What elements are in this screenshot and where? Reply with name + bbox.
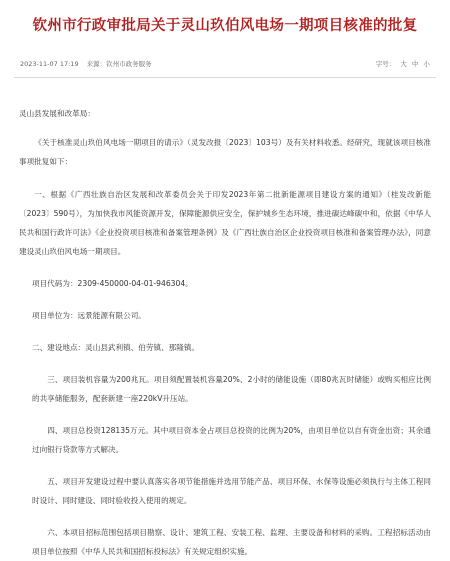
header-divider — [14, 77, 436, 78]
article-source: 来源：钦州市政务服务 — [86, 60, 152, 68]
paragraph-approval: 一、根据《广西壮族自治区发展和改革委员会关于印发2023年第二批新能源项目建设方案的通知》（桂发改新能〔2023〕590号），为加快我市风能资源开发，保障能源供应安全，保护城乡生态环境，推进碳达峰碳中和，依据《中华人民共和国行政许可法》《企业投资项目核准和备案管理条例》及《广西壮族自治区企业投资项目核准和备案管理办法》，同意建设灵山玖伯风电场一期项目。 — [19, 190, 431, 256]
font-size-medium-button[interactable]: 中 — [411, 60, 419, 68]
paragraph-bidding: 六、本项目招标范围包括项目勘察、设计、建筑工程、安装工程、监理、主要设备和材料的采购。工程招标活动由项目单位按照《中华人民共和国招标投标法》有关规定组织实施。 — [32, 528, 431, 556]
article-body — [0, 104, 450, 561]
paragraph-construction: 五、项目开发建设过程中要认真落实各项节能措施并选用节能产品、项目环保、水保等设施必须执行与主体工程同时设计、同时建设、同时验收投入使用的规定。 — [32, 477, 431, 505]
article-title: 钦州市行政审批局关于灵山玖伯风电场一期项目核准的批复 — [32, 18, 418, 34]
font-size-large-button[interactable]: 大 — [400, 60, 407, 68]
paragraph-intro: 《关于核准灵山玖伯风电场一期项目的请示》（灵发改报〔2023〕103号）及有关材料收悉。经研究，现就该项目核准事项批复如下： — [19, 138, 431, 166]
article-meta — [20, 56, 430, 72]
project-unit: 项目单位为：远景能源有限公司。 — [32, 311, 146, 320]
paragraph-location: 二、建设地点：灵山县武利镇、伯劳镇、那隆镇。 — [32, 343, 200, 352]
publish-date: 2023-11-07 17:19 — [20, 60, 79, 68]
paragraph-capacity: 三、项目装机容量为200兆瓦。项目须配置装机容量20%、2小时的储能设施（即80兆瓦时储能）或购买相应比例的共享储能服务，配套新建一座220kV升压站。 — [32, 375, 431, 403]
paragraph-investment: 四、项目总投资128135万元。其中项目资本金占项目总投资的比例为20%，由项目单位以自有资金出资；其余通过向银行贷款等方式解决。 — [32, 426, 431, 454]
meta-left — [20, 59, 158, 68]
project-code: 项目代码为：2309-450000-04-01-946304。 — [32, 279, 193, 288]
font-size-label: 字号： — [375, 60, 396, 68]
font-size-small-button[interactable]: 小 — [423, 60, 430, 68]
addressee: 灵山县发展和改革局： — [19, 109, 95, 118]
font-size-switcher — [373, 59, 430, 68]
